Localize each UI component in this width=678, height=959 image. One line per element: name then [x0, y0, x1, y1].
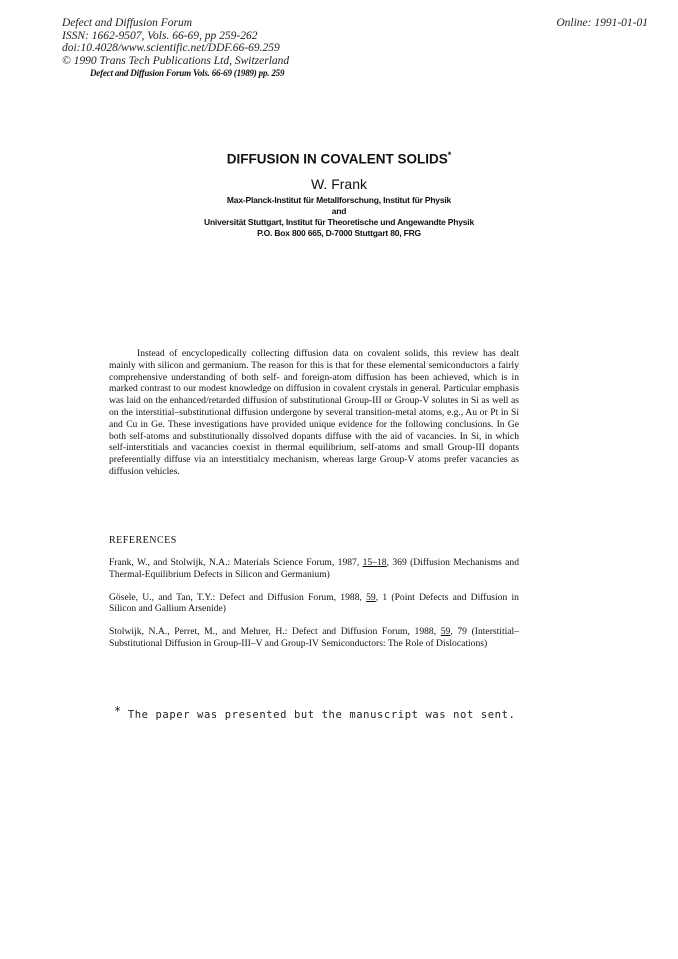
citation-header — [62, 17, 289, 67]
reference-text: Stolwijk, N.A., Perret, M., and Mehrer, H.: Defect and Diffusion Forum, 1988, — [109, 626, 441, 638]
reference-item — [109, 557, 519, 581]
affiliation — [0, 195, 678, 239]
journal-line: Defect and Diffusion Forum Vols. 66-69 (1989) pp. 259 — [90, 68, 285, 78]
paper-title — [0, 150, 678, 167]
reference-item — [109, 592, 519, 616]
reference-text: , 1 (Point Defects and Diffusion in Silicon and Gallium Arsenide) — [109, 591, 519, 615]
reference-item — [109, 626, 519, 650]
reference-text: Frank, W., and Stolwijk, N.A.: Materials Science Forum, 1987, — [109, 557, 363, 568]
header-line-issn: ISSN: 1662-9507, Vols. 66-69, pp 259-262 — [62, 29, 258, 42]
paper-title-text: DIFFUSION IN COVALENT SOLIDS — [226, 151, 448, 167]
reference-text: , 79 (Interstitial–Substitutional Diffusion in Group-III–V and Group-IV Semiconductors: The Role of Dislocations) — [109, 626, 520, 649]
affiliation-line-4: P.O. Box 800 665, D-7000 Stuttgart 80, FRG — [257, 228, 421, 238]
affiliation-line-3: Universität Stuttgart, Institut für Theoretische und Angewandte Physik — [204, 217, 474, 227]
references-list — [109, 557, 519, 661]
reference-text: Gösele, U., and Tan, T.Y.: Defect and Diffusion Forum, 1988, — [109, 591, 367, 603]
author-name: W. Frank — [310, 176, 367, 192]
reference-volume: 59 — [366, 591, 376, 603]
reference-volume: 59 — [440, 626, 451, 638]
header-line-copyright: © 1990 Trans Tech Publications Ltd, Switzerland — [62, 54, 290, 67]
header-line-doi: doi:10.4028/www.scientific.net/DDF.66-69.259 — [62, 42, 280, 54]
online-date: Online: 1991-01-01 — [556, 17, 648, 29]
references-heading: REFERENCES — [109, 535, 177, 546]
affiliation-line-1: Max-Planck-Institut für Metallforschung, Institut für Physik — [226, 195, 452, 205]
footnote-mark: * — [114, 704, 122, 718]
footnote — [114, 704, 515, 721]
affiliation-line-2: and — [331, 206, 347, 216]
header-line-journal: Defect and Diffusion Forum — [62, 17, 192, 29]
abstract-text: Instead of encyclopedically collecting diffusion data on covalent solids, this review has dealt mainly with silicon and germanium. The reason for this is that for these elemental semiconductors a fairly comprehensive understanding of both self- and foreign-atom diffusion has been achieved, which is in marked contrast to our modest knowledge on diffusion in covalent crystals in general. Particular emphasis was laid on the enhanced/retarded diffusion of substitutional Group-III or Group-V solutes in Si as well as on the interstitial–substitutional diffusion undergone by several transition-metal atoms, e.g., Au or Pt in Si and Cu in Ge. These investigations have provided unique evidence for the following conclusions. In Ge both self-atoms and substitutionally dissolved dopants diffuse with the aid of vacancies. In Si, in which self-interstitials and vacancies coexist in thermal equilibrium, self-atoms and small Group-III dopants preferentially diffuse via an interstitialcy mechanism, whereas large Group-V atoms prefer vacancies as diffusion vehicles. — [109, 348, 519, 477]
footnote-text: The paper was presented but the manuscript was not sent. — [127, 709, 516, 721]
abstract — [109, 348, 519, 478]
title-footnote-mark: * — [447, 150, 452, 160]
reference-volume: 15–18 — [362, 557, 387, 568]
reference-text: , 369 (Diffusion Mechanisms and Thermal-Equilibrium Defects in Silicon and Germanium) — [109, 557, 519, 580]
